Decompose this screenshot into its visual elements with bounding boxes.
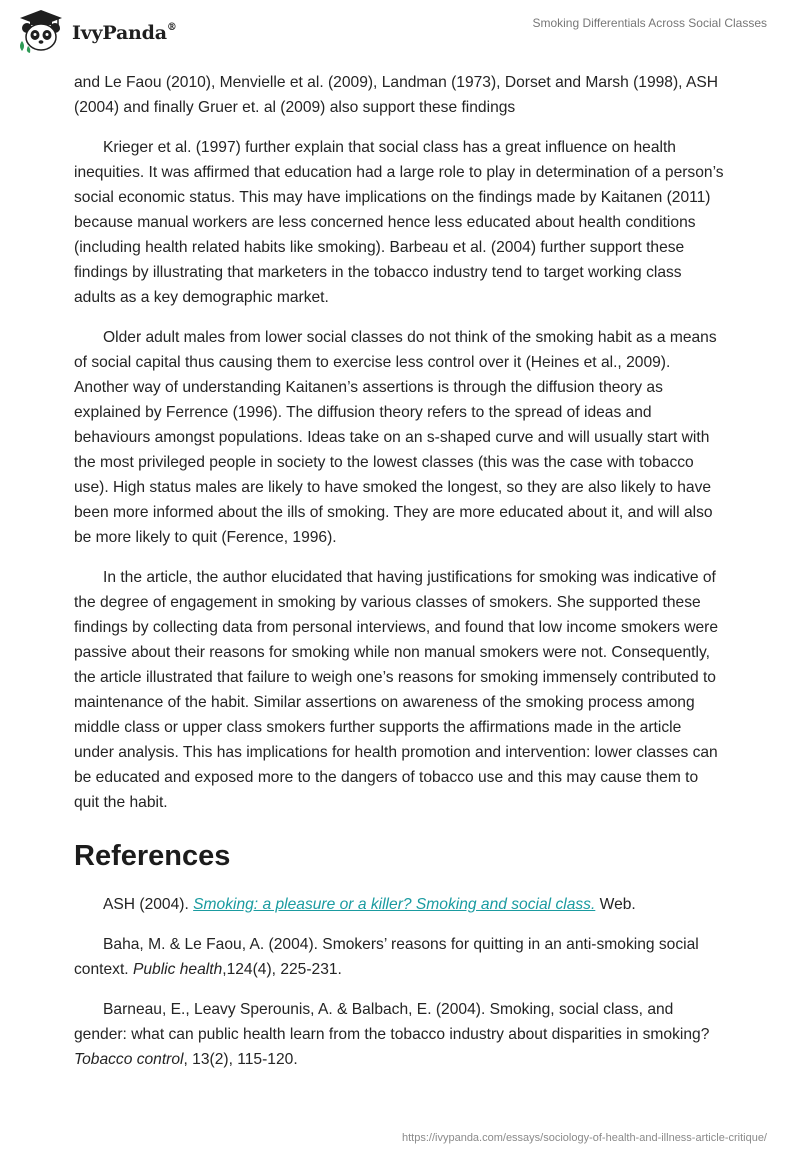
reference-link[interactable]: Smoking: a pleasure or a killer? Smoking and social class. [193, 896, 596, 913]
reference-text: ,124(4), 225-231. [222, 961, 342, 978]
body-paragraph: and Le Faou (2010), Menvielle et al. (2009), Landman (1973), Dorset and Marsh (1998), ASH (2004) and finally Gruer et. al (2009) also support these findings [74, 74, 719, 116]
footer-url[interactable]: https://ivypanda.com/essays/sociology-of-health-and-illness-article-critique/ [402, 1132, 767, 1144]
reference-item [74, 932, 724, 982]
body-paragraph: Older adult males from lower social classes do not think of the smoking habit as a means of social capital thus causing them to exercise less control over it (Heines et al., 2009). Another way of understanding Kaitanen’s assertions is through the diffusion theory as explained by Ferrence (1996). The diffusion theory refers to the spread of ideas and behaviours amongst populations. Ideas take on an s-shaped curve and will usually start with the most privileged people in society to the lowest classes (this was the case with tobacco use). High status males are likely to have smoked the longest, so they are also likely to have been more informed about the ills of smoking. They are more educated about it, and will also be more likely to quit (Ference, 1996). [74, 329, 717, 546]
journal-title: Tobacco control [74, 1051, 184, 1068]
reference-item [74, 997, 724, 1072]
reference-text: ASH (2004). [103, 896, 194, 913]
body-paragraph: In the article, the author elucidated that having justifications for smoking was indicative of the degree of engagement in smoking by various classes of smokers. She supported these findings by collecting data from personal interviews, and found that low income smokers were passive about their reasons for smoking while non manual smokers were not. Consequently, the article illustrated that failure to weigh one’s reasons for smoking immensely contributed to maintenance of the habit. Similar assertions on awareness of the smoking process among middle class or upper class smokers further supports the affirmations made in the article under analysis. This has implications for health promotion and intervention: lower classes can be educated and exposed more to the dangers of tobacco use and this may cause them to quit the habit. [74, 569, 718, 811]
references-heading: References [74, 840, 231, 872]
essay-content [74, 70, 724, 1087]
panda-graduate-icon [16, 8, 66, 54]
reference-text: Web. [595, 896, 636, 913]
body-paragraph: Krieger et al. (1997) further explain that social class has a great influence on health inequities. It was affirmed that education had a large role to play in determination of a person’s social economic status. This may have implications on the findings made by Kaitanen (2011) because manual workers are less concerned hence less educated about health conditions (including health related habits like smoking). Barbeau et al. (2004) further support these findings by illustrating that marketers in the tobacco industry tend to target working class adults as a key demographic market. [74, 139, 724, 306]
registered-mark: ® [166, 21, 177, 33]
reference-text: , 13(2), 115-120. [183, 1051, 298, 1068]
ivypanda-logo[interactable] [16, 8, 177, 54]
reference-text: Baha, M. & Le Faou, A. (2004). Smokers’ reasons for quitting in an anti-smoking social context. [74, 936, 699, 978]
page-header [0, 0, 800, 66]
brand-name: IvyPanda® [72, 21, 177, 44]
journal-title: Public health [132, 961, 223, 978]
reference-text: Barneau, E., Leavy Sperounis, A. & Balbach, E. (2004). Smoking, social class, and gender: what can public health learn from the tobacco industry about disparities in smoking? [74, 1001, 710, 1043]
reference-item [74, 892, 724, 917]
document-title: Smoking Differentials Across Social Classes [532, 16, 767, 30]
